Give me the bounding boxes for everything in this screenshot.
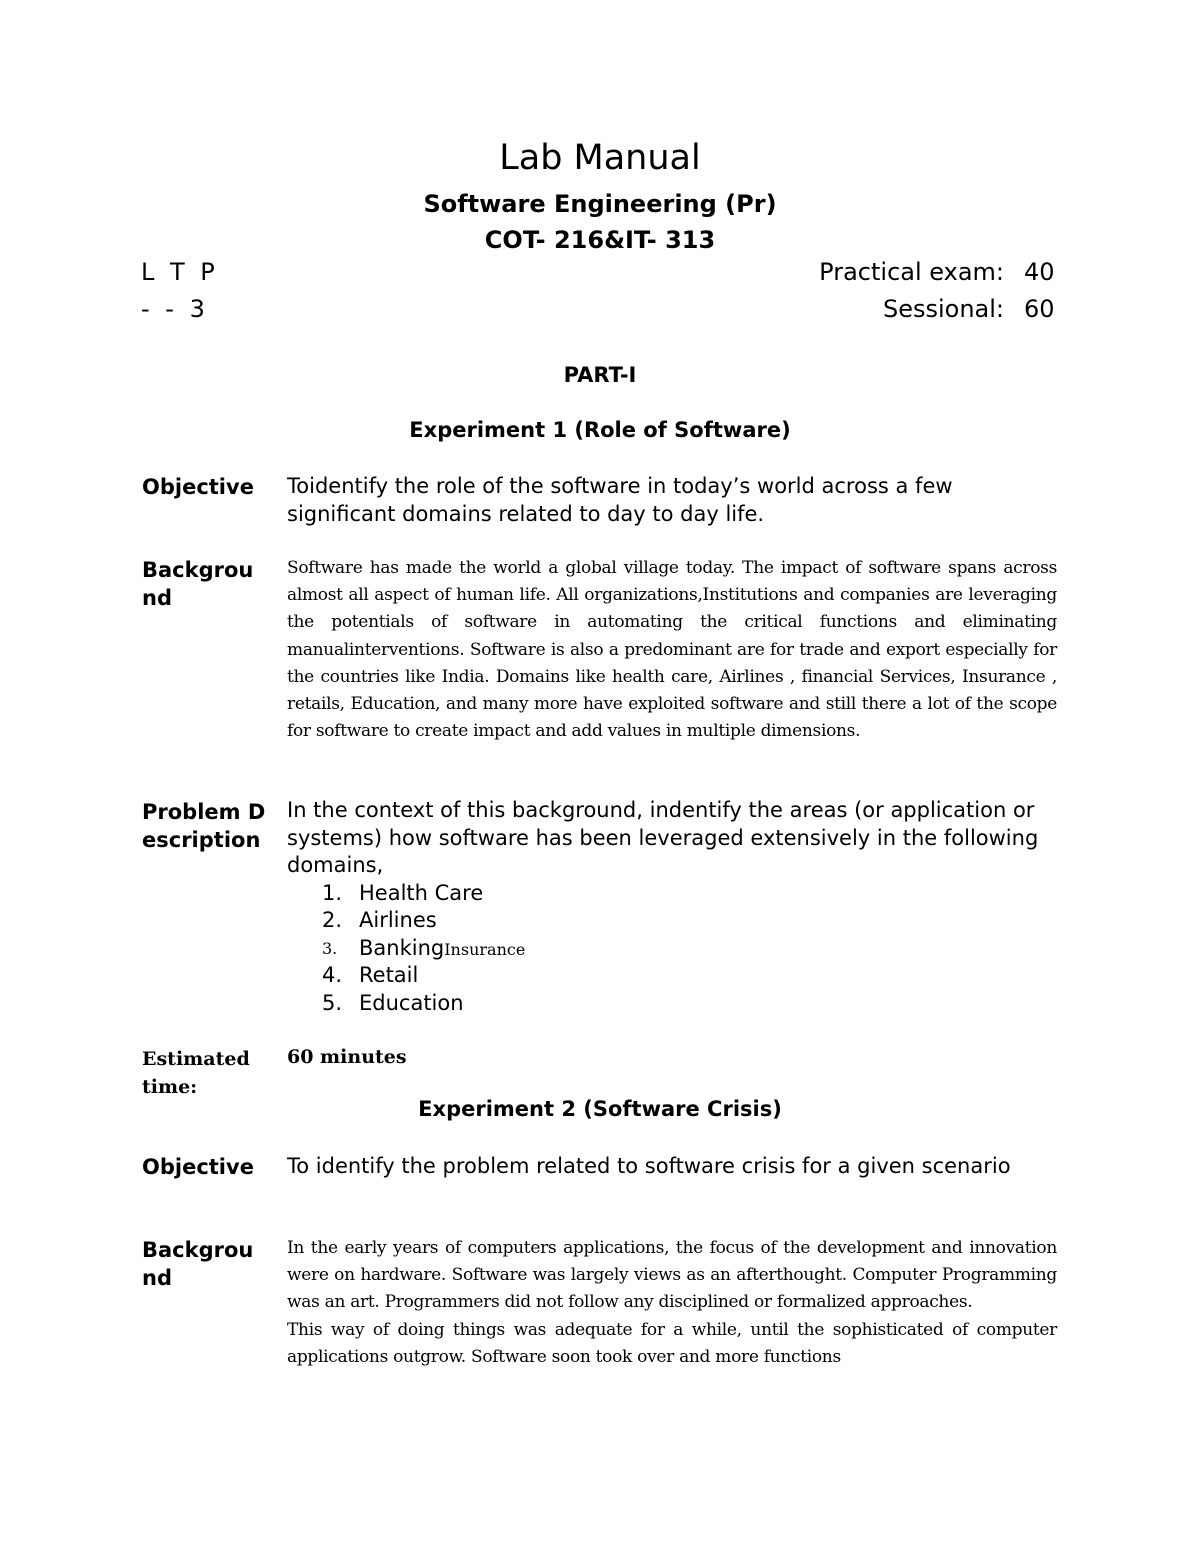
ltp-header: L T P [141, 258, 219, 286]
exp2-objective-label: Objective [142, 1155, 254, 1179]
list-item-number: 4. [322, 963, 343, 987]
sessional-label: Sessional: [882, 295, 1004, 323]
exp2-background-paragraph-1: In the early years of computers applications, the focus of the development and innovation were on hardware. Software was largely views as an afterthought. Computer Programming was an art. Programmers did not follow any disciplined or formalized approaches. [287, 1238, 1057, 1313]
sessional-value: 60 [1024, 295, 1055, 323]
exp1-problem-label-text: Problem Description [142, 800, 266, 852]
document-title: Lab Manual [499, 138, 701, 178]
list-item-text: Banking [359, 935, 445, 960]
exp2-objective-text [287, 1153, 1057, 1181]
experiment-2-title: Experiment 2 (Software Crisis) [418, 1097, 782, 1121]
list-item-extra: Insurance [444, 939, 526, 959]
list-item [287, 990, 1057, 1018]
exp1-estimated-value: 60 minutes [287, 1046, 407, 1068]
list-item-number: 3. [322, 938, 338, 958]
list-item-text: Retail [359, 963, 419, 987]
ltp-values: - - 3 [141, 295, 209, 323]
exp1-objective-label: Objective [142, 475, 254, 499]
exp1-background-text [287, 555, 1057, 745]
practical-exam-value: 40 [1024, 258, 1055, 286]
exp1-problem-paragraph: In the context of this background, indentify the areas (or application or systems) how software has been leveraged extensively in the following domains, [287, 798, 1039, 877]
list-item-text: Airlines [359, 908, 437, 932]
exp1-background-paragraph: Software has made the world a global village today. The impact of software spans across almost all aspect of human life. All organizations,Institutions and companies are leveraging the potentials of software in automating the critical functions and eliminating manualinterventions. Software is also a predominant are for trade and export especially for the countries like India. Domains like health care, Airlines , financial Services, Insurance , retails, Education, and many more have exploited software and still there a lot of the scope for software to create impact and add values in multiple dimensions. [287, 558, 1057, 742]
document-subtitle: Software Engineering (Pr) [423, 190, 777, 218]
list-item [287, 907, 1057, 935]
list-item-number: 1. [322, 880, 343, 905]
exp2-objective-paragraph: To identify the problem related to software crisis for a given scenario [287, 1154, 1011, 1178]
exp1-estimated-label: Estimated time: [142, 1048, 250, 1098]
exp1-problem-text [287, 797, 1057, 1017]
practical-exam-label: Practical exam: [819, 258, 1004, 286]
list-item-number: 5. [322, 990, 343, 1015]
exp2-background-label: Background [142, 1238, 254, 1290]
experiment-1-title: Experiment 1 (Role of Software) [409, 418, 791, 442]
course-code: COT- 216&IT- 313 [484, 226, 716, 254]
domain-list [287, 880, 1057, 1018]
part-title: PART-I [563, 363, 637, 387]
exp1-problem-label [142, 798, 267, 854]
exp2-background-paragraph-2: This way of doing things was adequate for a while, until the sophisticated of computer applications outgrow. Software soon took over and more functions [287, 1319, 1057, 1367]
exp1-objective-text [287, 473, 1057, 528]
list-item [287, 935, 1057, 963]
exp2-background-text [287, 1235, 1057, 1371]
list-item-text: Education [359, 990, 464, 1015]
list-item [287, 880, 1057, 908]
list-item-text: Health Care [359, 880, 484, 905]
exp1-background-label: Background [142, 558, 254, 610]
list-item-number: 2. [322, 908, 343, 932]
exp1-objective-paragraph: Toidentify the role of the software in today’s world across a few significant domains related to day to day life. [287, 474, 953, 526]
list-item [287, 962, 1057, 990]
